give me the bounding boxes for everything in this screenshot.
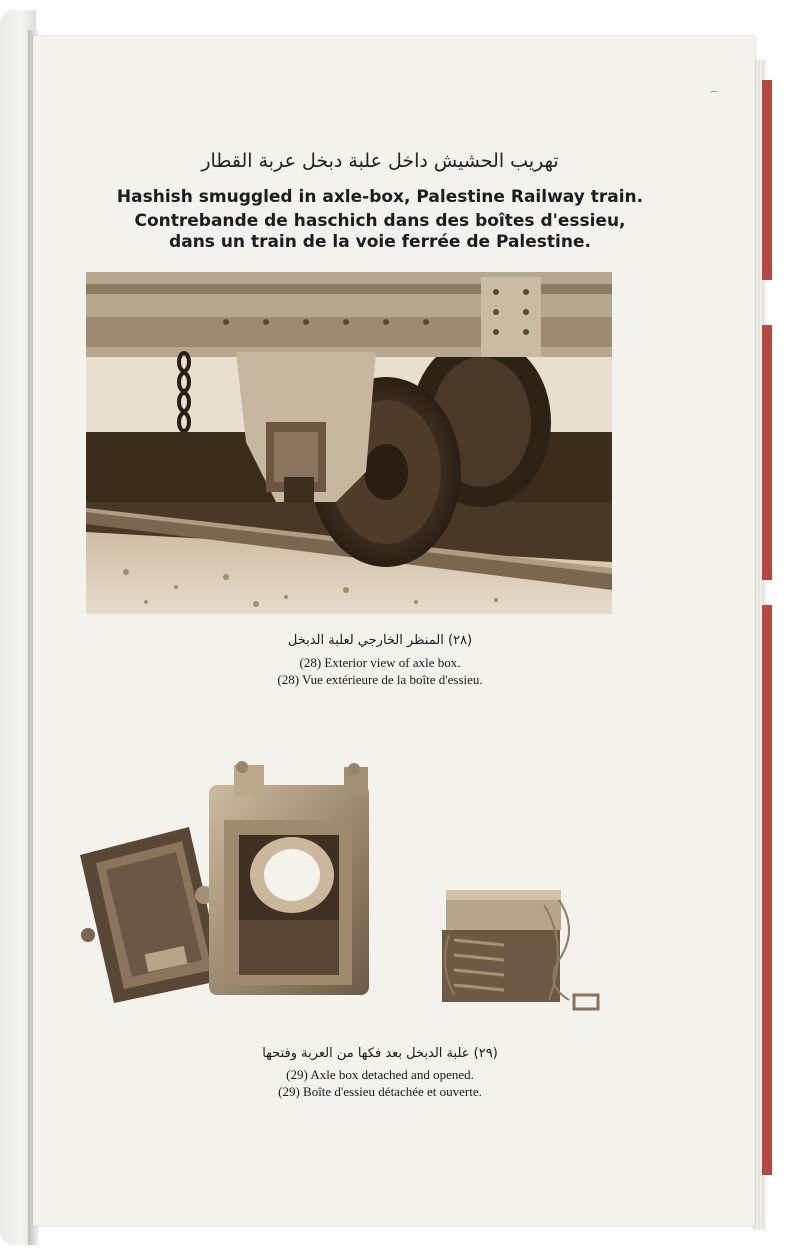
heading-english: Hashish smuggled in axle-box, Palestine Railway train. [116, 187, 644, 207]
figure29-caption-french: (29) Boîte d'essieu détachée et ouverte. [278, 1084, 482, 1099]
photo-axle-box-opened [74, 755, 614, 1025]
heading-french-line1: Contrebande de haschich dans des boîtes d'essieu, [134, 211, 626, 231]
red-edge-band [762, 605, 772, 1175]
heading-arabic: تهريب الحشيش داخل علبة دبخل عربة القطار [201, 150, 559, 172]
figure29-caption-arabic: (٢٩) علبة الدبخل بعد فكها من العربة وفتحها [262, 1046, 498, 1061]
page-mark [711, 91, 717, 92]
figure28-caption-english: (28) Exterior view of axle box. [299, 655, 461, 670]
red-edge-band [762, 325, 772, 580]
opened-axle-box-photo [74, 755, 614, 1025]
red-edge-band [762, 80, 772, 280]
figure29-caption-english: (29) Axle box detached and opened. [286, 1067, 474, 1082]
photo-axle-box-exterior [86, 272, 612, 614]
wagon-wheel-photo [86, 272, 612, 614]
heading-french-line2: dans un train de la voie ferrée de Palestine. [169, 232, 591, 252]
figure28-caption-french: (28) Vue extérieure de la boîte d'essieu. [277, 672, 483, 687]
figure28-caption-arabic: (٢٨) المنظر الخارجي لعلبة الدبخل [287, 633, 473, 648]
